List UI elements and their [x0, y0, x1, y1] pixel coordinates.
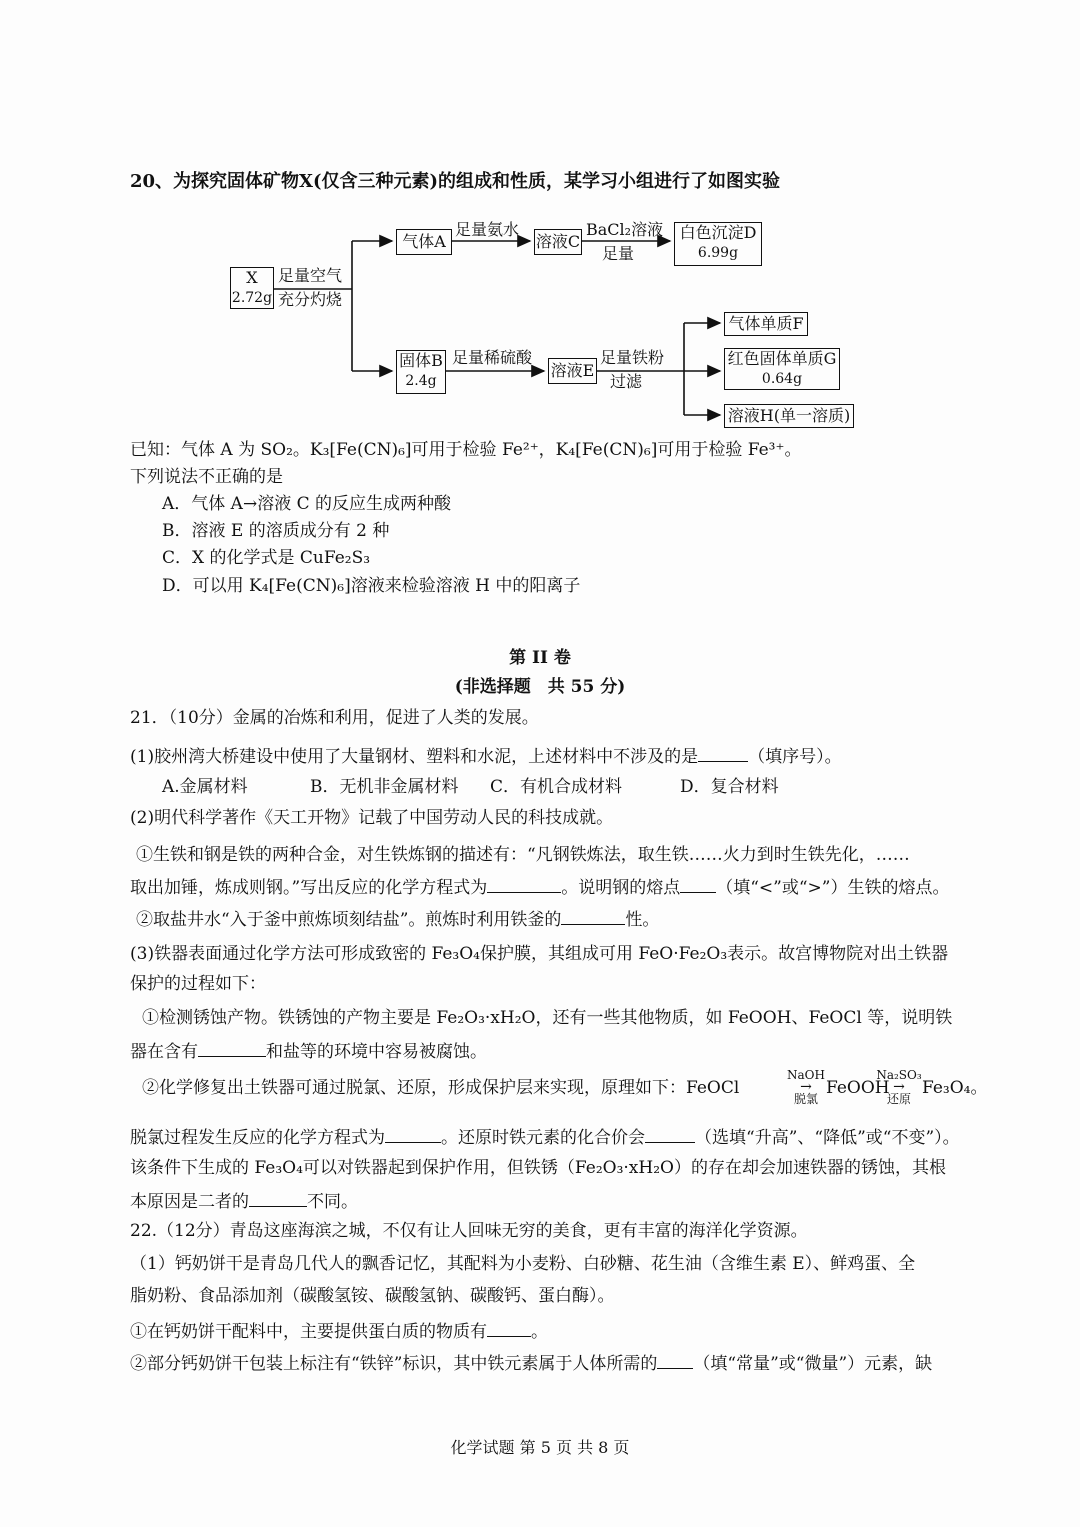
fe3o4-label: Fe₃O₄。 [922, 1078, 988, 1098]
q21-p2-2b-text: 性。 [625, 910, 660, 930]
solid-g-label: 红色固体单质G [727, 349, 837, 368]
solid-g-box [724, 348, 840, 390]
sol-c-label: 溶液C [535, 232, 581, 251]
q21-p3b: 保护的过程如下： [130, 974, 266, 994]
answer-blank[interactable] [249, 1188, 307, 1207]
reaction-arrow-2 [876, 1068, 922, 1106]
answer-blank[interactable] [487, 874, 561, 893]
cond-ammonia: 足量氨水 [455, 220, 520, 239]
q21-p3-3a-text: 脱氯过程发生反应的化学方程式为 [130, 1128, 385, 1148]
solid-b-label: 固体B [399, 351, 443, 370]
arrow-right-icon: → [800, 1079, 812, 1095]
answer-blank[interactable] [487, 1318, 531, 1337]
feooh-label: FeOOH [826, 1078, 890, 1098]
sol-e-box [548, 358, 597, 384]
q21-p1-option-c: C．有机合成材料 [490, 777, 623, 797]
x-mass: 2.72g [231, 290, 273, 306]
x-box [230, 267, 274, 309]
arrow-right-icon: → [893, 1079, 905, 1095]
reagent-na2so3: Na₂SO₃ [876, 1068, 922, 1082]
solid-g-mass: 0.64g [761, 371, 803, 387]
cond1-bottom: 充分灼烧 [278, 290, 343, 309]
gas-f-label: 气体单质F [728, 314, 804, 333]
q22-p1a: （1）钙奶饼干是青岛几代人的飘香记忆，其配料为小麦粉、白砂糖、花生油（含维生素 E）、鲜鸡蛋、全 [130, 1254, 916, 1274]
gas-a-label: 气体A [402, 232, 446, 251]
q21-p3-5b-text: 不同。 [307, 1192, 358, 1212]
cond-bacl2-top: BaCl₂溶液 [586, 220, 664, 239]
q21-p1-hint: （填序号）。 [748, 747, 842, 767]
step-reduction: 还原 [886, 1092, 911, 1106]
q21-p3-1a: ①检测锈蚀产物。铁锈蚀的产物主要是 Fe₂O₃·xH₂O，还有一些其他物质，如 FeOOH、FeOCl 等，说明铁 [142, 1008, 953, 1028]
q21-p3a: (3)铁器表面通过化学方法可形成致密的 Fe₃O₄保护膜，其组成可用 FeO·Fe₂O₃表示。故宫博物院对出土铁器 [130, 944, 949, 964]
sol-e-label: 溶液E [550, 361, 595, 380]
ppt-d-label: 白色沉淀D [679, 223, 757, 242]
q21-p2: (2)明代科学著作《天工开物》记载了中国劳动人民的科技成就。 [130, 808, 614, 828]
q22-p1-2a-text: ②部分钙奶饼干包装上标注有“铁锌”标识，其中铁元素属于人体所需的 [130, 1354, 658, 1374]
answer-blank[interactable] [198, 1038, 266, 1057]
q21-p3-3c-text: （选填“升高”、“降低”或“不变”）。 [695, 1128, 960, 1148]
q21-p2-1a: ①生铁和钢是铁的两种合金，对生铁炼钢的描述有：“凡钢铁炼法，取生铁……火力到时生铁先化，…… [136, 845, 910, 865]
answer-blank[interactable] [680, 874, 716, 893]
cond-h2so4: 足量稀硫酸 [452, 348, 533, 367]
answer-blank[interactable] [657, 1350, 693, 1369]
cond-fe-top: 足量铁粉 [600, 348, 665, 367]
q21-p2-1b-text: 取出加锤，炼成则钢。”写出反应的化学方程式为 [130, 878, 488, 898]
q21-p3-4: 该条件下生成的 Fe₃O₄可以对铁器起到保护作用，但铁锈（Fe₂O₃·xH₂O）的存在却会加速铁器的锈蚀，其根 [130, 1158, 946, 1178]
q21-p3-1b [130, 1038, 487, 1064]
q22-p1-2 [130, 1350, 932, 1376]
q21-p3-3 [130, 1124, 960, 1150]
q20-option-a: A．气体 A→溶液 C 的反应生成两种酸 [162, 494, 452, 514]
q20-option-b: B．溶液 E 的溶质成分有 2 种 [162, 521, 390, 541]
solid-b-box [396, 350, 446, 394]
reaction-arrow-1 [786, 1068, 826, 1106]
q22-p1-1b-text: 。 [531, 1322, 548, 1342]
sol-c-box [534, 229, 582, 255]
q22-p1-2b-text: （填“常量”或“微量”）元素，缺 [693, 1354, 933, 1374]
q21-p1-text: (1)胶州湾大桥建设中使用了大量钢材、塑料和水泥，上述材料中不涉及的是 [130, 747, 699, 767]
answer-blank[interactable] [645, 1124, 695, 1143]
q21-p3-3b-text: 。还原时铁元素的化合价会 [441, 1128, 645, 1148]
answer-blank[interactable] [698, 743, 748, 762]
q21-p1-option-a: A.金属材料 [162, 777, 248, 797]
q21-p1-option-d: D．复合材料 [680, 777, 779, 797]
cond-bacl2-bottom: 足量 [602, 244, 635, 263]
step-dechlorination: 脱氯 [793, 1092, 818, 1106]
q20-stem: 20、为探究固体矿物X(仅含三种元素)的组成和性质，某学习小组进行了如图实验 [130, 171, 781, 192]
q21-p1 [130, 743, 842, 769]
reagent-naoh: NaOH [787, 1068, 825, 1082]
q20-known: 已知：气体 A 为 SO₂。K₃[Fe(CN)₆]可用于检验 Fe²⁺，K₄[Fe(CN)₆]可用于检验 Fe³⁺。 [130, 440, 802, 460]
q22-p1b: 脂奶粉、食品添加剂（碳酸氢铵、碳酸氢钠、碳酸钙、蛋白酶）。 [130, 1286, 615, 1306]
q20-option-d: D．可以用 K₄[Fe(CN)₆]溶液来检验溶液 H 中的阳离子 [162, 576, 581, 596]
q22-p1-1 [130, 1318, 548, 1344]
q22-p1-1a-text: ①在钙奶饼干配料中，主要提供蛋白质的物质有 [130, 1322, 487, 1342]
gas-f-box [724, 312, 808, 336]
sol-h-box [724, 404, 854, 428]
q22-stem: 22.（12分）青岛这座海滨之城，不仅有让人回味无穷的美食，更有丰富的海洋化学资源。 [130, 1221, 808, 1241]
q20-option-c: C．X 的化学式是 CuFe₂S₃ [162, 548, 371, 568]
solid-b-mass: 2.4g [405, 373, 437, 389]
q21-stem: 21．（10分）金属的冶炼和利用，促进了人类的发展。 [130, 708, 539, 728]
q21-p2-1b [130, 874, 949, 900]
cond1-top: 足量空气 [278, 266, 343, 285]
x-label: X [246, 268, 258, 287]
answer-blank[interactable] [561, 906, 625, 925]
section-title: 第 II 卷 [509, 648, 571, 668]
q21-p3-5 [130, 1188, 358, 1214]
gas-a-box [396, 229, 452, 255]
q21-p3-2a: ②化学修复出土铁器可通过脱氯、还原，形成保护层来实现，原理如下：FeOCl [142, 1078, 740, 1098]
page-footer: 化学试题 第 5 页 共 8 页 [450, 1438, 630, 1457]
ppt-d-box [674, 222, 762, 266]
cond-fe-bottom: 过滤 [610, 372, 643, 391]
q21-p3-1c-text: 和盐等的环境中容易被腐蚀。 [266, 1042, 487, 1062]
q21-p2-2a-text: ②取盐井水“入于釜中煎炼顷刻结盐”。煎炼时利用铁釜的 [136, 910, 562, 930]
q20-question: 下列说法不正确的是 [130, 467, 283, 487]
sol-h-label: 溶液H(单一溶质) [727, 406, 851, 425]
q21-p1-option-b: B．无机非金属材料 [310, 777, 459, 797]
q21-p3-1b-text: 器在含有 [130, 1042, 198, 1062]
q21-p2-1c-text: 。说明钢的熔点 [561, 878, 681, 898]
ppt-d-mass: 6.99g [697, 245, 739, 261]
answer-blank[interactable] [385, 1124, 441, 1143]
q21-p2-1d-text: （填“<”或“>”）生铁的熔点。 [716, 878, 950, 898]
q21-p2-2 [136, 906, 659, 932]
q21-p3-5a-text: 本原因是二者的 [130, 1192, 249, 1212]
section-subtitle: (非选择题 共 55 分) [454, 677, 626, 697]
